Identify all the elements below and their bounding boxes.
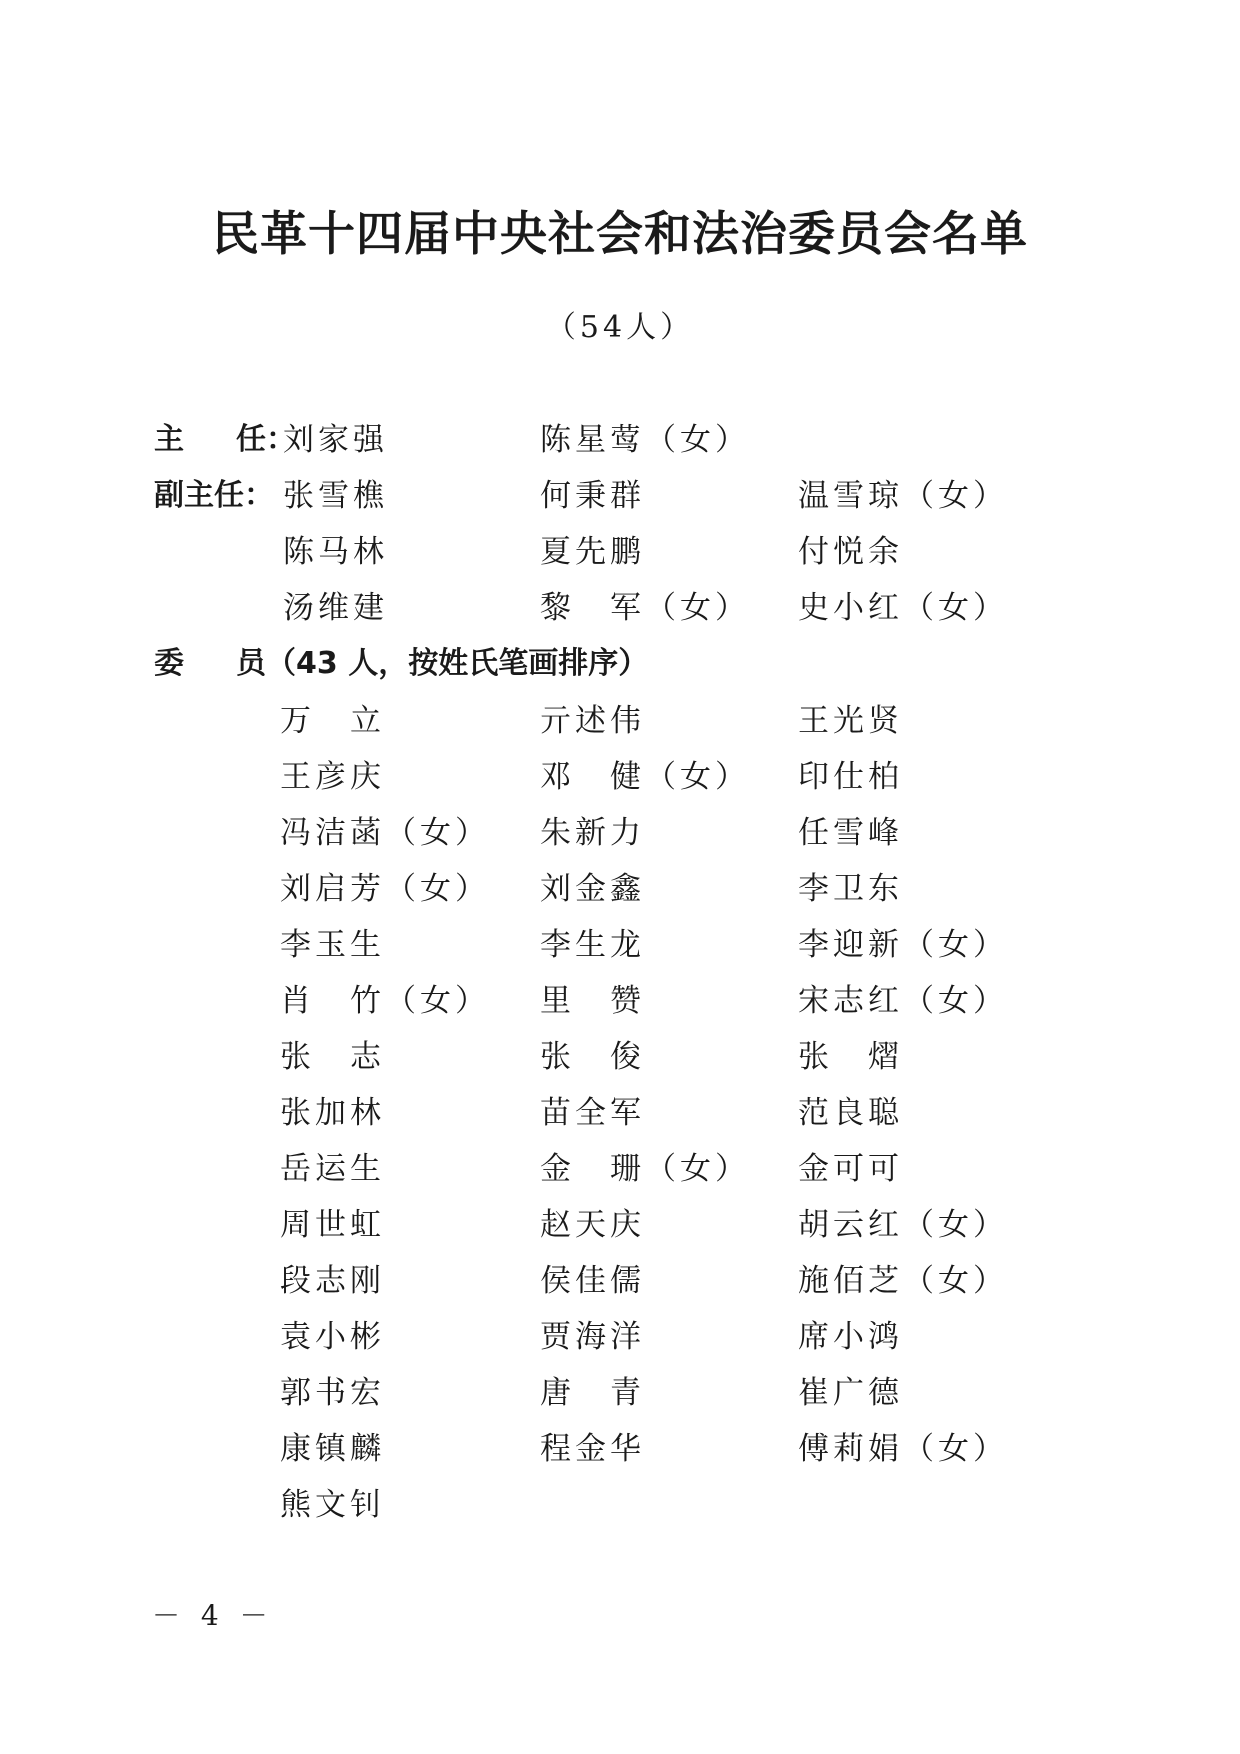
member-row [0,1482,1240,1528]
member-name: 傅莉娟（女） [798,1431,1008,1467]
member-name: 王光贤 [798,703,903,739]
member-row [0,1314,1240,1360]
chair-name: 陈星莺（女） [540,422,750,458]
vice-chair-row [0,529,1240,575]
member-name: 朱新力 [540,815,645,851]
vice-chair-name: 温雪琼（女） [798,478,1008,514]
members-heading-row [0,641,1240,687]
member-name: 王彦庆 [280,759,385,795]
vice-chair-label: 副主任： [154,478,274,513]
member-name: 胡云红（女） [798,1207,1008,1243]
member-name: 岳运生 [280,1151,385,1187]
member-name: 段志刚 [280,1263,385,1299]
member-row [0,1258,1240,1304]
chair-label: 主 任： [154,422,296,457]
vice-chair-name: 史小红（女） [798,590,1008,626]
vice-chair-name: 黎 军（女） [540,590,750,626]
member-name: 周世虹 [280,1207,385,1243]
member-name: 郭书宏 [280,1375,385,1411]
member-name: 康镇麟 [280,1431,385,1467]
member-name: 冯洁菡（女） [280,815,490,851]
member-row [0,1202,1240,1248]
vice-chair-name: 付悦余 [798,534,903,570]
member-row [0,922,1240,968]
member-name: 肖 竹（女） [280,983,490,1019]
member-name: 苗全军 [540,1095,645,1131]
member-name: 张 志 [280,1039,385,1075]
member-name: 李生龙 [540,927,645,963]
vice-chair-name: 张雪樵 [283,478,388,514]
member-name: 唐 青 [540,1375,645,1411]
member-name: 李玉生 [280,927,385,963]
member-name: 亓述伟 [540,703,645,739]
vice-chair-name: 汤维建 [283,590,388,626]
member-row [0,698,1240,744]
member-name: 贾海洋 [540,1319,645,1355]
member-row [0,866,1240,912]
member-name: 金 珊（女） [540,1151,750,1187]
member-name: 张 熠 [798,1039,903,1075]
vice-chair-name: 陈马林 [283,534,388,570]
member-name: 席小鸿 [798,1319,903,1355]
member-row [0,810,1240,856]
member-name: 崔广德 [798,1375,903,1411]
member-name: 里 赞 [540,983,645,1019]
member-row [0,1146,1240,1192]
member-name: 邓 健（女） [540,759,750,795]
members-label: 委 员（43 人，按姓氏笔画排序） [154,646,649,681]
chair-row [0,417,1240,463]
member-name: 侯佳儒 [540,1263,645,1299]
member-name: 任雪峰 [798,815,903,851]
vice-chair-name: 夏先鹏 [540,534,645,570]
member-row [0,978,1240,1024]
member-name: 程金华 [540,1431,645,1467]
chair-name: 刘家强 [283,422,388,458]
member-name: 赵天庆 [540,1207,645,1243]
member-name: 印仕柏 [798,759,903,795]
member-name: 张加林 [280,1095,385,1131]
member-row [0,1426,1240,1472]
member-row [0,1034,1240,1080]
member-name: 李卫东 [798,871,903,907]
member-name: 万 立 [280,703,385,739]
member-name: 袁小彬 [280,1319,385,1355]
vice-chair-name: 何秉群 [540,478,645,514]
member-name: 刘启芳（女） [280,871,490,907]
member-name: 范良聪 [798,1095,903,1131]
member-row [0,1370,1240,1416]
member-name: 金可可 [798,1151,903,1187]
member-row [0,754,1240,800]
member-count: （54人） [545,310,695,345]
member-name: 刘金鑫 [540,871,645,907]
vice-chair-row [0,585,1240,631]
member-row [0,1090,1240,1136]
document-title: 民革十四届中央社会和法治委员会名单 [212,207,1028,262]
member-name: 熊文钊 [280,1487,385,1523]
member-name: 李迎新（女） [798,927,1008,963]
member-name: 施佰芝（女） [798,1263,1008,1299]
vice-chair-row [0,473,1240,519]
page-number: － 4 － [152,1599,274,1632]
member-name: 张 俊 [540,1039,645,1075]
member-name: 宋志红（女） [798,983,1008,1019]
